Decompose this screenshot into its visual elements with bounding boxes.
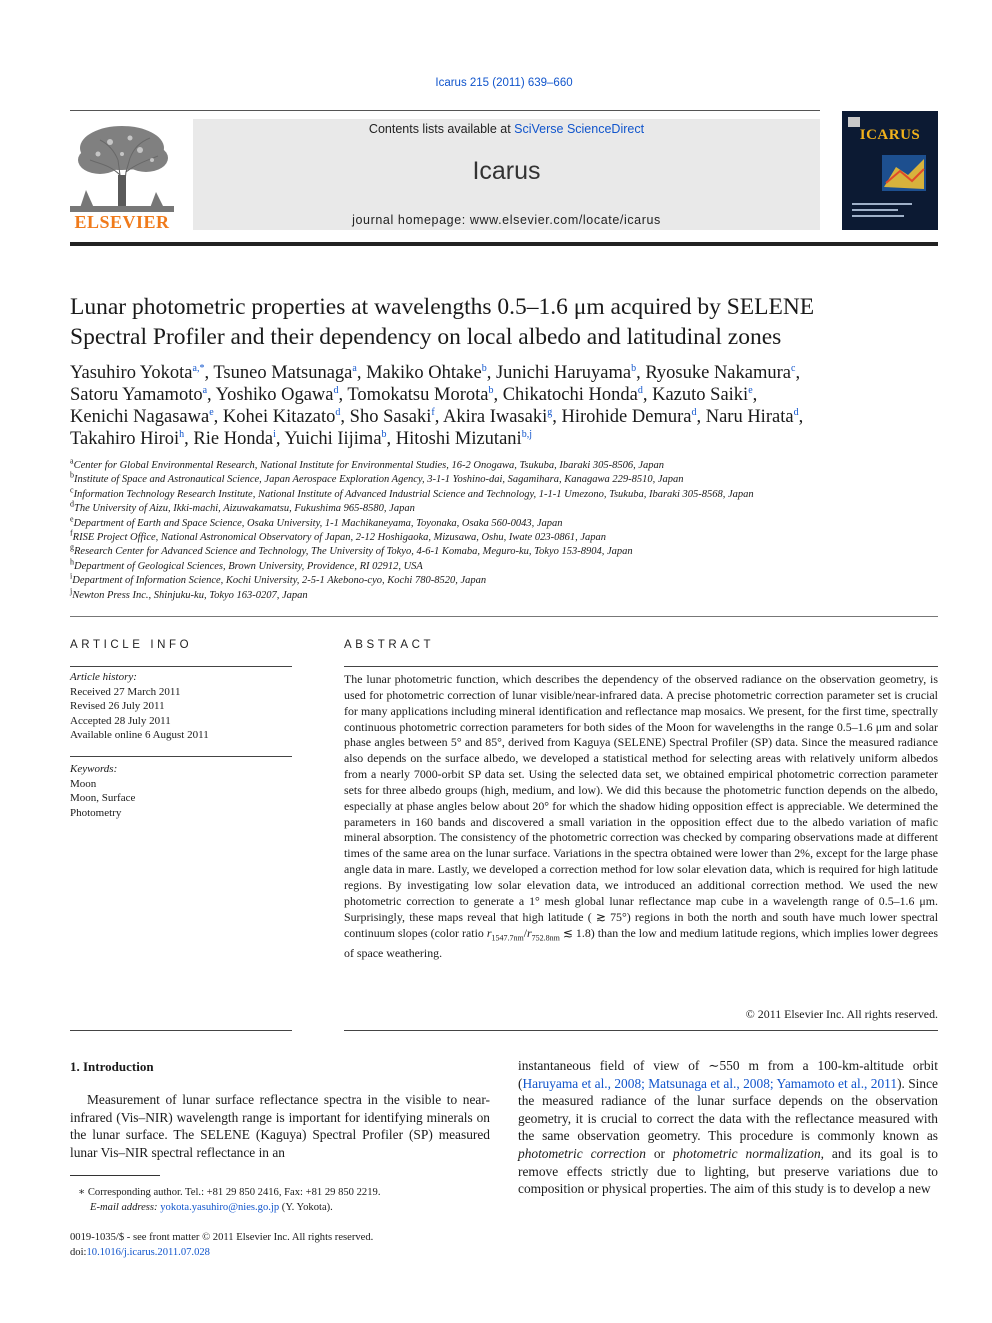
contents-prefix: Contents lists available at — [368, 122, 515, 136]
author-name: Yuichi Iijima — [284, 429, 382, 449]
ratio-sub1: 1547.7nm — [491, 932, 524, 942]
author-line: Yasuhiro Yokota$^{a,*}$, Tsuneo Matsunaga$^a$, Makiko Ohtake$^b$, Junichi Haruyama$^b$, Ryosuke Nakamura$^c$, — [70, 362, 801, 383]
affiliation-item — [70, 499, 938, 516]
author-name: Kazuto Saiki — [652, 385, 749, 405]
history-label: Article history: — [70, 671, 137, 683]
author-name: Akira Iwasaki — [442, 407, 548, 427]
author-affiliation-mark[interactable]: b — [481, 362, 487, 374]
author-name: Naru Hirata — [705, 407, 794, 427]
email-suffix: (Y. Yokota). — [279, 1201, 333, 1213]
email-link[interactable]: yokota.yasuhiro@nies.go.jp — [160, 1201, 280, 1213]
author-name: Hirohide Demura — [561, 407, 692, 427]
abstract-end-rule — [344, 1030, 938, 1031]
intro-emphasis: photometric normalization — [672, 1145, 821, 1161]
cover-title: ICARUS — [859, 127, 921, 143]
author-line: Kenichi Nagasawa$^e$, Kohei Kitazato$^d$, Sho Sasaki$^f$, Akira Iwasaki$^g$, Hirohide Demura$^d$, Naru Hirata$^d$, — [70, 406, 804, 427]
author-list — [70, 362, 938, 450]
affiliation-item — [70, 586, 938, 603]
affiliation-text: The University of Aizu, Ikki-machi, Aizuwakamatsu, Fukushima 965-8580, Japan — [74, 503, 415, 515]
author-name: Sho Sasaki — [349, 407, 432, 427]
affiliation-text: RISE Project Office, National Astronomical Observatory of Japan, 2-12 Hoshigaoka, Mizusawa, Oshu, Iwate 023-0861, Japan — [72, 532, 606, 544]
affiliation-text: Newton Press Inc., Shinjuku-ku, Tokyo 163-0207, Japan — [72, 589, 308, 601]
doi-line — [70, 1246, 490, 1261]
intro-paragraph: Measurement of lunar surface reflectance spectra in the visible to near-infrared (Vis–NIR) wavelength range is important for identifying minerals on the lunar surface. The SELENE (Kaguya) Spectral Profiler (SP) measured lunar Vis–NIR spectral reflectance in an — [70, 1092, 490, 1160]
keyword-item: Photometry — [70, 806, 122, 819]
affiliation-list — [70, 456, 938, 603]
author-name: Junichi Haruyama — [495, 363, 632, 383]
intro-right-column — [518, 1057, 938, 1198]
corresponding-author: ∗ Corresponding author. Tel.: +81 29 850 2416, Fax: +81 29 850 2219. — [78, 1187, 381, 1198]
author-affiliation-mark[interactable]: d — [333, 384, 339, 396]
affiliation-item — [70, 470, 938, 487]
author-affiliation-mark[interactable]: g — [547, 406, 553, 418]
journal-cover — [842, 111, 938, 230]
author-name: Satoru Yamamoto — [70, 385, 203, 405]
journal-masthead — [193, 119, 820, 230]
author-name: Yasuhiro Yokota — [70, 363, 193, 383]
affiliation-text: Institute of Space and Astronautical Science, Japan Aerospace Exploration Agency, 3-1-1 Yoshino-dai, Sagamihara, Kanagawa 229-8510, Japan — [74, 474, 684, 486]
intro-heading: 1. Introduction — [70, 1059, 154, 1074]
affiliation-text: Department of Geological Sciences, Brown University, Providence, RI 02912, USA — [74, 560, 423, 572]
keyword-item: Moon — [70, 777, 97, 790]
intro-text: or — [645, 1145, 673, 1161]
author-name: Ryosuke Nakamura — [645, 363, 791, 383]
author-affiliation-mark[interactable]: a,* — [192, 362, 205, 374]
author-affiliation-mark[interactable]: d — [691, 406, 697, 418]
journal-name: Icarus — [472, 157, 541, 185]
intro-paragraph-continued — [518, 1057, 938, 1198]
header-rule — [70, 110, 820, 111]
affiliation-mark: b — [70, 470, 74, 480]
publisher-name: ELSEVIER — [74, 212, 170, 232]
abstract-heading: ABSTRACT — [344, 639, 435, 651]
affiliation-mark: c — [70, 485, 74, 495]
elsevier-tree-icon — [70, 120, 174, 212]
affiliation-item — [70, 528, 938, 545]
author-affiliation-mark[interactable]: b — [631, 362, 637, 374]
author-name: Tsuneo Matsunaga — [213, 363, 353, 383]
author-name: Takahiro Hiroi — [70, 429, 180, 449]
author-name: Tomokatsu Morota — [347, 385, 489, 405]
author-name: Chikatochi Honda — [502, 385, 638, 405]
article-info-heading: ARTICLE INFO — [70, 639, 193, 651]
affiliation-text: Center for Global Environmental Research, National Institute for Environmental Studies, 16-2 Onogawa, Tsukuba, Ibaraki 305-8506, Japan — [73, 460, 665, 471]
section-rule — [70, 616, 938, 617]
intro-text: ). Since the measured radiance of the lunar surface depends on the observation geometry, it is crucial to correct the data with the reflectance measured with the same observation geometry. This procedure is commonly known as — [518, 1075, 938, 1144]
affiliation-mark: g — [70, 542, 74, 552]
affiliation-mark: e — [70, 514, 74, 524]
history-revised: Revised 26 July 2011 — [70, 700, 165, 713]
affiliation-mark: j — [70, 586, 73, 596]
ratio-sub2: 752.8nm — [531, 932, 560, 942]
author-affiliation-mark[interactable]: b — [488, 384, 494, 396]
affiliation-mark: i — [70, 571, 73, 581]
affiliation-item — [70, 542, 938, 559]
issn-line: 0019-1035/$ - see front matter © 2011 Elsevier Inc. All rights reserved. — [70, 1232, 374, 1243]
publication-footnote — [70, 1231, 490, 1260]
author-name: Kohei Kitazato — [222, 407, 336, 427]
affiliation-text: Department of Earth and Space Science, Osaka University, 1-1 Machikaneyama, Toyonaka, Osaka 560-0043, Japan — [73, 517, 563, 529]
affiliation-item — [70, 456, 938, 473]
article-title — [70, 292, 938, 352]
keywords-rule — [70, 756, 292, 757]
author-line: Satoru Yamamoto$^a$, Yoshiko Ogawa$^d$, Tomokatsu Morota$^b$, Chikatochi Honda$^d$, Kazuto Saiki$^e$, — [70, 384, 758, 405]
keywords-label: Keywords: — [70, 763, 118, 775]
affiliation-text: Information Technology Research Institute, National Institute of Advanced Industrial Science and Technology, 1-1-1 Umezono, Tsukuba, Ibaraki 305-8568, Japan — [73, 488, 754, 500]
journal-citation[interactable]: Icarus 215 (2011) 639–660 — [435, 77, 573, 89]
intro-text: , and its goal is to remove effects strictly due to lighting, but preserve variations due to composition or physical properties. The aim of this study is to develop a new — [518, 1145, 938, 1197]
author-affiliation-mark[interactable]: c — [791, 362, 796, 374]
affiliation-mark: f — [70, 528, 73, 538]
keyword-item: Moon, Surface — [70, 792, 136, 805]
masthead-rule — [70, 242, 938, 246]
history-accepted: Accepted 28 July 2011 — [70, 714, 171, 727]
author-name: Kenichi Nagasawa — [70, 407, 210, 427]
ratio-r2: r — [527, 925, 532, 940]
title-line-2: Spectral Profiler and their dependency on local albedo and latitudinal zones — [70, 324, 782, 350]
abstract-rule — [344, 666, 938, 667]
author-affiliation-mark[interactable]: b,j — [521, 428, 532, 440]
author-name: Rie Honda — [193, 429, 274, 449]
author-affiliation-mark[interactable]: a — [352, 362, 357, 374]
intro-emphasis: photometric correction — [518, 1145, 646, 1161]
affiliation-item — [70, 514, 938, 531]
affiliation-mark: a — [70, 456, 74, 466]
author-name: Makiko Ohtake — [366, 363, 482, 383]
author-affiliation-mark[interactable]: e — [209, 406, 214, 418]
intro-left-column — [70, 1091, 490, 1161]
author-affiliation-mark[interactable]: i — [273, 428, 276, 440]
author-affiliation-mark[interactable]: f — [431, 406, 435, 418]
email-line — [70, 1201, 490, 1216]
affiliation-text: Research Center for Advanced Science and Technology, The University of Tokyo, 4-6-1 Komaba, Meguro-ku, Tokyo 153-8904, Japan — [74, 546, 633, 558]
copyright-notice: © 2011 Elsevier Inc. All rights reserved. — [745, 1007, 938, 1021]
abstract-body: The lunar photometric function, which describes the dependency of the observed radiance on the observation geometry, is used for photometric correction of lunar visible/near-infrared data. A precise photometric correction parameter set is crucial for many applications including mineral identification and reflectance map mosaics. We present, for the first time, spectrally continuous photometric correction parameters for both sides of the Moon for wavelengths in the range 0.5–1.6 μm and solar phase angles between 5° and 85°, derived from Kaguya (SELENE) Spectral Profiler (SP) data. Since the measured radiance also depends on the surface albedo, we developed a statistical method for selecting areas with relatively uniform albedos from a nearly 7000-orbit SP data set. Using the selected data set, we obtained empirical photometric correction parameter sets for three albedo groups (high, medium, and low). We did this because the photometric function depends on the albedo, especially at phase angles below about 20° for which the shadow hiding opposition effect is appreciable. We determined the parameters in 160 bands and discovered a small variation in the opposition effect due to the albedo variation of mafic mineral absorption. The consistency of the photometric correction was checked by comparing observations made at different times of the same area on the lunar surface. Variations in the spectra obtained were lower than 2%, except for the large phase angle data in mare. Lastly, we developed a correction method for low solar elevation data, which is required for high latitude regions. By investigating low solar elevation data, we introduced an additional correction method. We used the new photometric correction to generate a 1° mesh global lunar reflectance map cube in a wavelength range of 0.5–1.6 μm. Surprisingly, these maps reveal that high latitude ( ≳ 75°) regions in both the north and south have much lower spectral continuum slopes (color ratio — [344, 672, 938, 940]
abstract-body-end: ≲ 1.8) than the low and medium latitude regions, which implies lower degrees of space weathering. — [344, 925, 938, 960]
author-name: Yoshiko Ogawa — [215, 385, 334, 405]
affiliation-text: Department of Information Science, Kochi University, 2-5-1 Akebono-cyo, Kochi 780-8520, Japan — [72, 575, 487, 587]
affiliation-item — [70, 571, 938, 588]
author-affiliation-mark[interactable]: b — [381, 428, 387, 440]
affiliation-item — [70, 485, 938, 502]
contents-line — [193, 122, 820, 136]
doi-link[interactable]: 10.1016/j.icarus.2011.07.028 — [86, 1246, 210, 1258]
author-affiliation-mark[interactable]: d — [335, 406, 341, 418]
sciencedirect-link[interactable]: SciVerse ScienceDirect — [514, 122, 645, 136]
cover-image-icon — [842, 111, 938, 230]
keywords — [70, 762, 292, 820]
author-affiliation-mark[interactable]: h — [179, 428, 185, 440]
email-label: E-mail address: — [90, 1201, 161, 1213]
reference-link[interactable]: Haruyama et al., 2008; Matsunaga et al., 2008; Yamamoto et al., 2011 — [522, 1075, 898, 1091]
author-affiliation-mark[interactable]: d — [793, 406, 799, 418]
affiliation-item — [70, 557, 938, 574]
author-affiliation-mark[interactable]: a — [202, 384, 208, 396]
article-info-rule — [70, 666, 292, 667]
history-online: Available online 6 August 2011 — [70, 729, 209, 742]
journal-homepage[interactable]: journal homepage: www.elsevier.com/locate/icarus — [352, 213, 661, 227]
intro-text: instantaneous field of view of ∼550 m from a 100-km-altitude orbit ( — [518, 1058, 938, 1091]
author-line: Takahiro Hiroi$^h$, Rie Honda$^i$, Yuichi Iijima$^b$, Hitoshi Mizutani$^{b,j}$ — [70, 428, 532, 449]
author-affiliation-mark[interactable]: d — [637, 384, 643, 396]
article-history — [70, 670, 292, 743]
author-name: Hitoshi Mizutani — [395, 429, 522, 449]
footnote-rule — [70, 1175, 160, 1176]
author-affiliation-mark[interactable]: e — [748, 384, 753, 396]
history-received: Received 27 March 2011 — [70, 685, 181, 698]
abstract-text: The lunar photometric function, which describes the dependency of the observed radiance on the observation geometry, is used for photometric correction of lunar visible/near-infrared data. A precise photometric correction parameter set is crucial for many applications including mineral identification and reflectance map mosaics. We present, for the first time, spectrally continuous photometric correction parameters for both sides of the Moon for wavelengths in the range 0.5–1.6 μm and solar phase angles between 5° and 85°, derived from Kaguya (SELENE) Spectral Profiler (SP) data. Since the measured radiance also depends on the surface albedo, we developed a statistical method for selecting areas with relatively uniform albedos from a nearly 7000-orbit SP data set. Using the selected data set, we obtained empirical photometric correction parameter sets for three albedo groups (high, medium, and low). We did this because the photometric function depends on the albedo, especially at phase angles below about 20° for which the shadow hiding opposition effect is appreciable. We determined the parameters in 160 bands and discovered a small variation in the opposition effect due to the albedo variation of mafic mineral absorption. The consistency of the photometric correction was checked by comparing observations made at different times of the same area on the lunar surface. Variations in the spectra obtained were lower than 2%, except for the large phase angle data in mare. Lastly, we developed a correction method for low solar elevation data, which is required for high latitude regions. By investigating low solar elevation data, we introduced an additional correction method. We used the new photometric correction to generate a 1° mesh global lunar reflectance map cube in a wavelength range of 0.5–1.6 μm. Surprisingly, these maps reveal that high latitude ( ≳ 75°) regions in both the north and south have much lower spectral continuum slopes (color ratio $r_{1547.7nm}/r_{752.8nm}$ ≲ 1.8) than the low and medium latitude regions, which implies lower degrees of space weathering. — [344, 672, 938, 960]
doi-label: doi: — [70, 1246, 87, 1258]
corresponding-footnote — [70, 1186, 490, 1215]
affiliation-mark: h — [70, 557, 74, 567]
ratio-r1: r — [486, 925, 492, 940]
article-info-end-rule — [70, 1030, 292, 1031]
title-line-1: Lunar photometric properties at wavelengths 0.5–1.6 μm acquired by SELENE — [70, 294, 815, 320]
affiliation-mark: d — [70, 499, 74, 509]
